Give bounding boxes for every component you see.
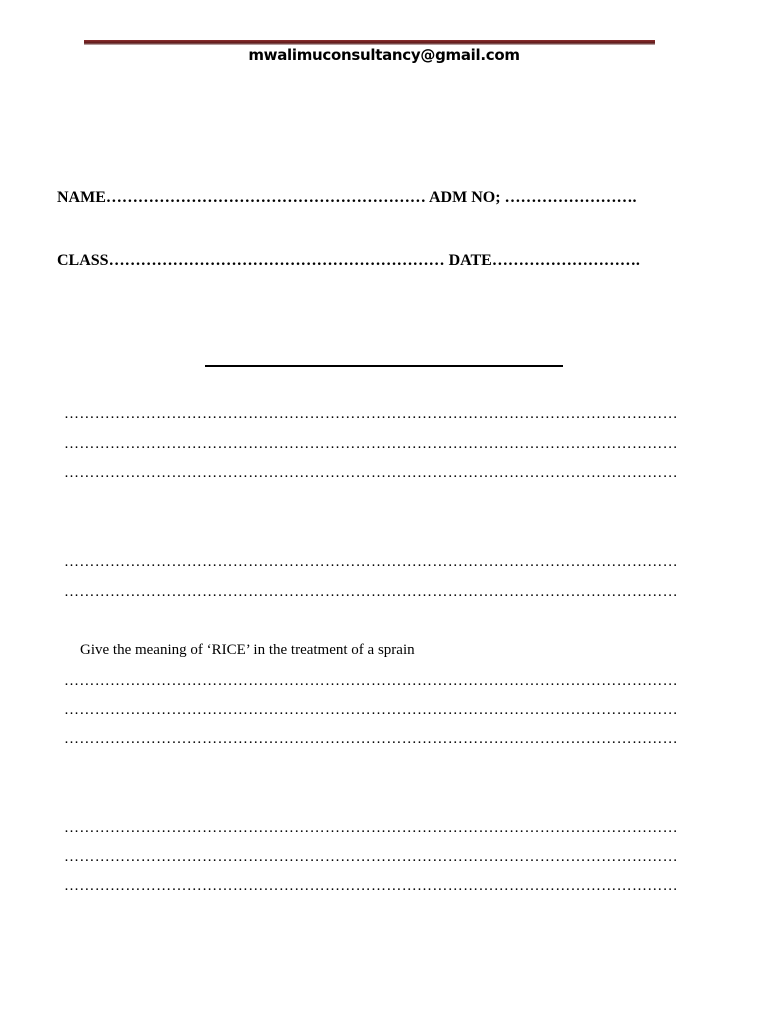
answer-line: …………………………………………………………………………………………………………: [64, 465, 678, 481]
answer-line: …………………………………………………………………………………………………………: [64, 820, 678, 836]
answer-line: …………………………………………………………………………………………………………: [64, 436, 678, 452]
class-date-field-line: CLASS……………………………………………………… DATE……………………….: [57, 252, 640, 269]
title-underline: [205, 365, 563, 367]
answer-line: …………………………………………………………………………………………………………: [64, 406, 678, 422]
question-text: Give the meaning of ‘RICE’ in the treatment of a sprain: [80, 642, 415, 658]
answer-line: …………………………………………………………………………………………………………: [64, 878, 678, 894]
answer-line: …………………………………………………………………………………………………………: [64, 673, 678, 689]
header-email: mwalimuconsultancy@gmail.com: [248, 46, 520, 64]
header-rule: [84, 40, 655, 45]
answer-line: …………………………………………………………………………………………………………: [64, 731, 678, 747]
answer-line: …………………………………………………………………………………………………………: [64, 554, 678, 570]
answer-line: …………………………………………………………………………………………………………: [64, 849, 678, 865]
name-adm-field-line: NAME…………………………………………………… ADM NO; …………………….: [57, 189, 637, 206]
answer-line: …………………………………………………………………………………………………………: [64, 702, 678, 718]
answer-line: …………………………………………………………………………………………………………: [64, 584, 678, 600]
